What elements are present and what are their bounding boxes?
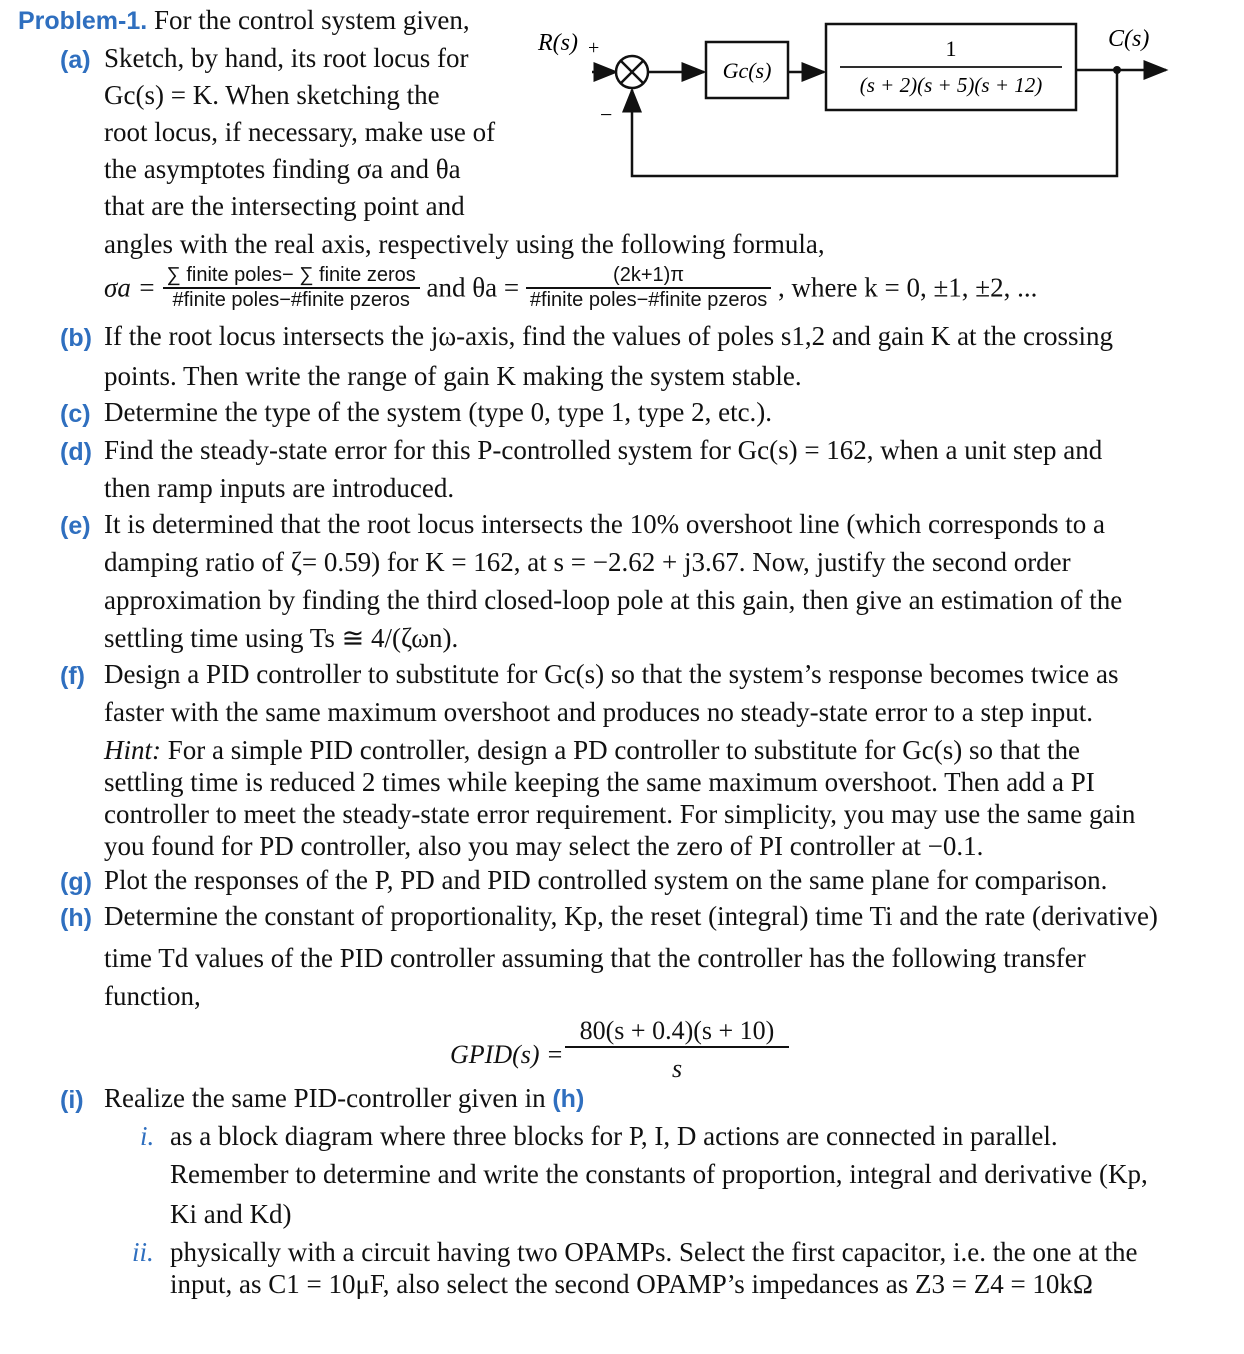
part-e-label: (e) [60,512,91,540]
theta-lhs: and θa = [426,272,520,303]
part-h-label: (h) [60,904,92,932]
part-g-label: (g) [60,868,92,896]
part-a-line-6: angles with the real axis, respectively using the following formula, [104,229,825,259]
part-d-label: (d) [60,438,92,466]
part-a-line-1: Sketch, by hand, its root locus for [104,43,469,73]
minus-sign: − [600,102,613,127]
controller-label: Gc(s) [722,58,772,83]
sub-i-label: i. [140,1121,155,1151]
part-c-line-1: Determine the type of the system (type 0, type 1, type 2, etc.). [104,397,773,427]
part-h-line-1: Determine the constant of proportionality, Kp, the reset (integral) time Ti and the rate (derivative) [104,901,1158,931]
sigma-denominator: #finite poles−#finite pzeros [172,289,410,311]
part-b-label: (b) [60,324,92,352]
sigma-fraction [163,264,420,312]
sub-i-line-2: Remember to determine and write the constants of proportion, integral and derivative (Kp, [170,1159,1148,1189]
summing-junction [616,56,648,88]
asymptote-formula [104,264,1037,322]
part-e-line-3: approximation by finding the third closed-loop pole at this gain, then give an estimation of the [104,585,1123,615]
problem-heading [18,2,470,40]
part-i-label: (i) [60,1086,84,1114]
part-b-line-1: If the root locus intersects the jω-axis, find the values of poles s1,2 and gain K at the crossing [104,321,1114,351]
part-f-line-1: Design a PID controller to substitute for Gc(s) so that the system’s response becomes twice as [104,659,1119,689]
sub-i-line-3: Ki and Kd) [170,1199,292,1229]
part-i-line [104,1080,584,1118]
part-h-line-3: function, [104,981,201,1011]
sub-ii-line-1: physically with a circuit having two OPAMPs. Select the first capacitor, i.e. the one at the [170,1237,1138,1267]
hint-word: Hint: [104,735,161,765]
part-a-label: (a) [60,46,91,74]
part-e-line-1: It is determined that the root locus intersects the 10% overshoot line (which corresponds to a [104,509,1105,539]
plus-sign: + [588,37,600,59]
pid-equation-lhs: GPID(s) = [450,1040,564,1069]
part-b-line-2: points. Then write the range of gain K making the system stable. [104,361,802,391]
sigma-lhs: σa = [104,272,156,303]
part-d-line-2: then ramp inputs are introduced. [104,473,455,503]
part-f-line-3: For a simple PID controller, design a PD controller to substitute for Gc(s) so that the [167,735,1081,765]
sub-i-line-1: as a block diagram where three blocks for P, I, D actions are connected in parallel. [170,1121,1058,1151]
part-c-label: (c) [60,400,91,428]
part-f-label: (f) [60,662,85,690]
part-i-reference: (h) [552,1085,585,1113]
part-h-line-2: time Td values of the PID controller assuming that the controller has the following transfer [104,943,1086,973]
part-d-line-1: Find the steady-state error for this P-controlled system for Gc(s) = 162, when a unit step and [104,435,1103,465]
part-f-line-4: settling time is reduced 2 times while keeping the same maximum overshoot. Then add a PI [104,767,1095,797]
part-g-line-1: Plot the responses of the P, PD and PID controlled system on the same plane for comparison. [104,865,1108,895]
problem-title: Problem-1. [18,7,148,35]
k-values: , where k = 0, ±1, ±2, ... [778,272,1038,303]
pid-equation-numerator: 80(s + 0.4)(s + 10) [565,1016,789,1048]
part-f-line-5: controller to meet the steady-state error requirement. For simplicity, you may use the same gain [104,799,1136,829]
part-a-line-2: Gc(s) = K. When sketching the [104,80,440,110]
sub-ii-line-2: input, as C1 = 10μF, also select the second OPAMP’s impedances as Z3 = Z4 = 10kΩ [170,1269,1093,1299]
theta-denominator: #finite poles−#finite pzeros [529,289,768,311]
plant-numerator: 1 [945,36,957,61]
part-a-line-4: the asymptotes finding σa and θa [104,154,461,184]
part-i-line-1: Realize the same PID-controller given in [104,1083,546,1113]
theta-numerator: (2k+1)π [526,264,771,289]
part-f-line-2: faster with the same maximum overshoot and produces no steady-state error to a step input. [104,697,1093,727]
part-e-line-2: damping ratio of ζ= 0.59) for K = 162, at s = −2.62 + j3.67. Now, justify the second order [104,547,1071,577]
input-label: R(s) [538,30,578,56]
pid-equation-denominator: s [671,1054,683,1083]
problem-intro: For the control system given, [153,5,470,35]
part-a-line-3: root locus, if necessary, make use of [104,117,496,147]
part-e-line-4: settling time using Ts ≅ 4/(ζωn). [104,623,459,653]
sub-ii-label: ii. [132,1237,154,1267]
part-a-line-5: that are the intersecting point and [104,191,465,221]
part-a-text [104,40,502,225]
block-diagram [520,12,1240,192]
sigma-numerator: ∑ finite poles− ∑ finite zeros [163,264,420,289]
output-label: C(s) [1108,26,1150,52]
part-f-line-6: you found for PD controller, also you may select the zero of PI controller at −0.1. [104,831,984,861]
theta-fraction [526,264,771,312]
plant-denominator: (s + 2)(s + 5)(s + 12) [859,73,1043,97]
